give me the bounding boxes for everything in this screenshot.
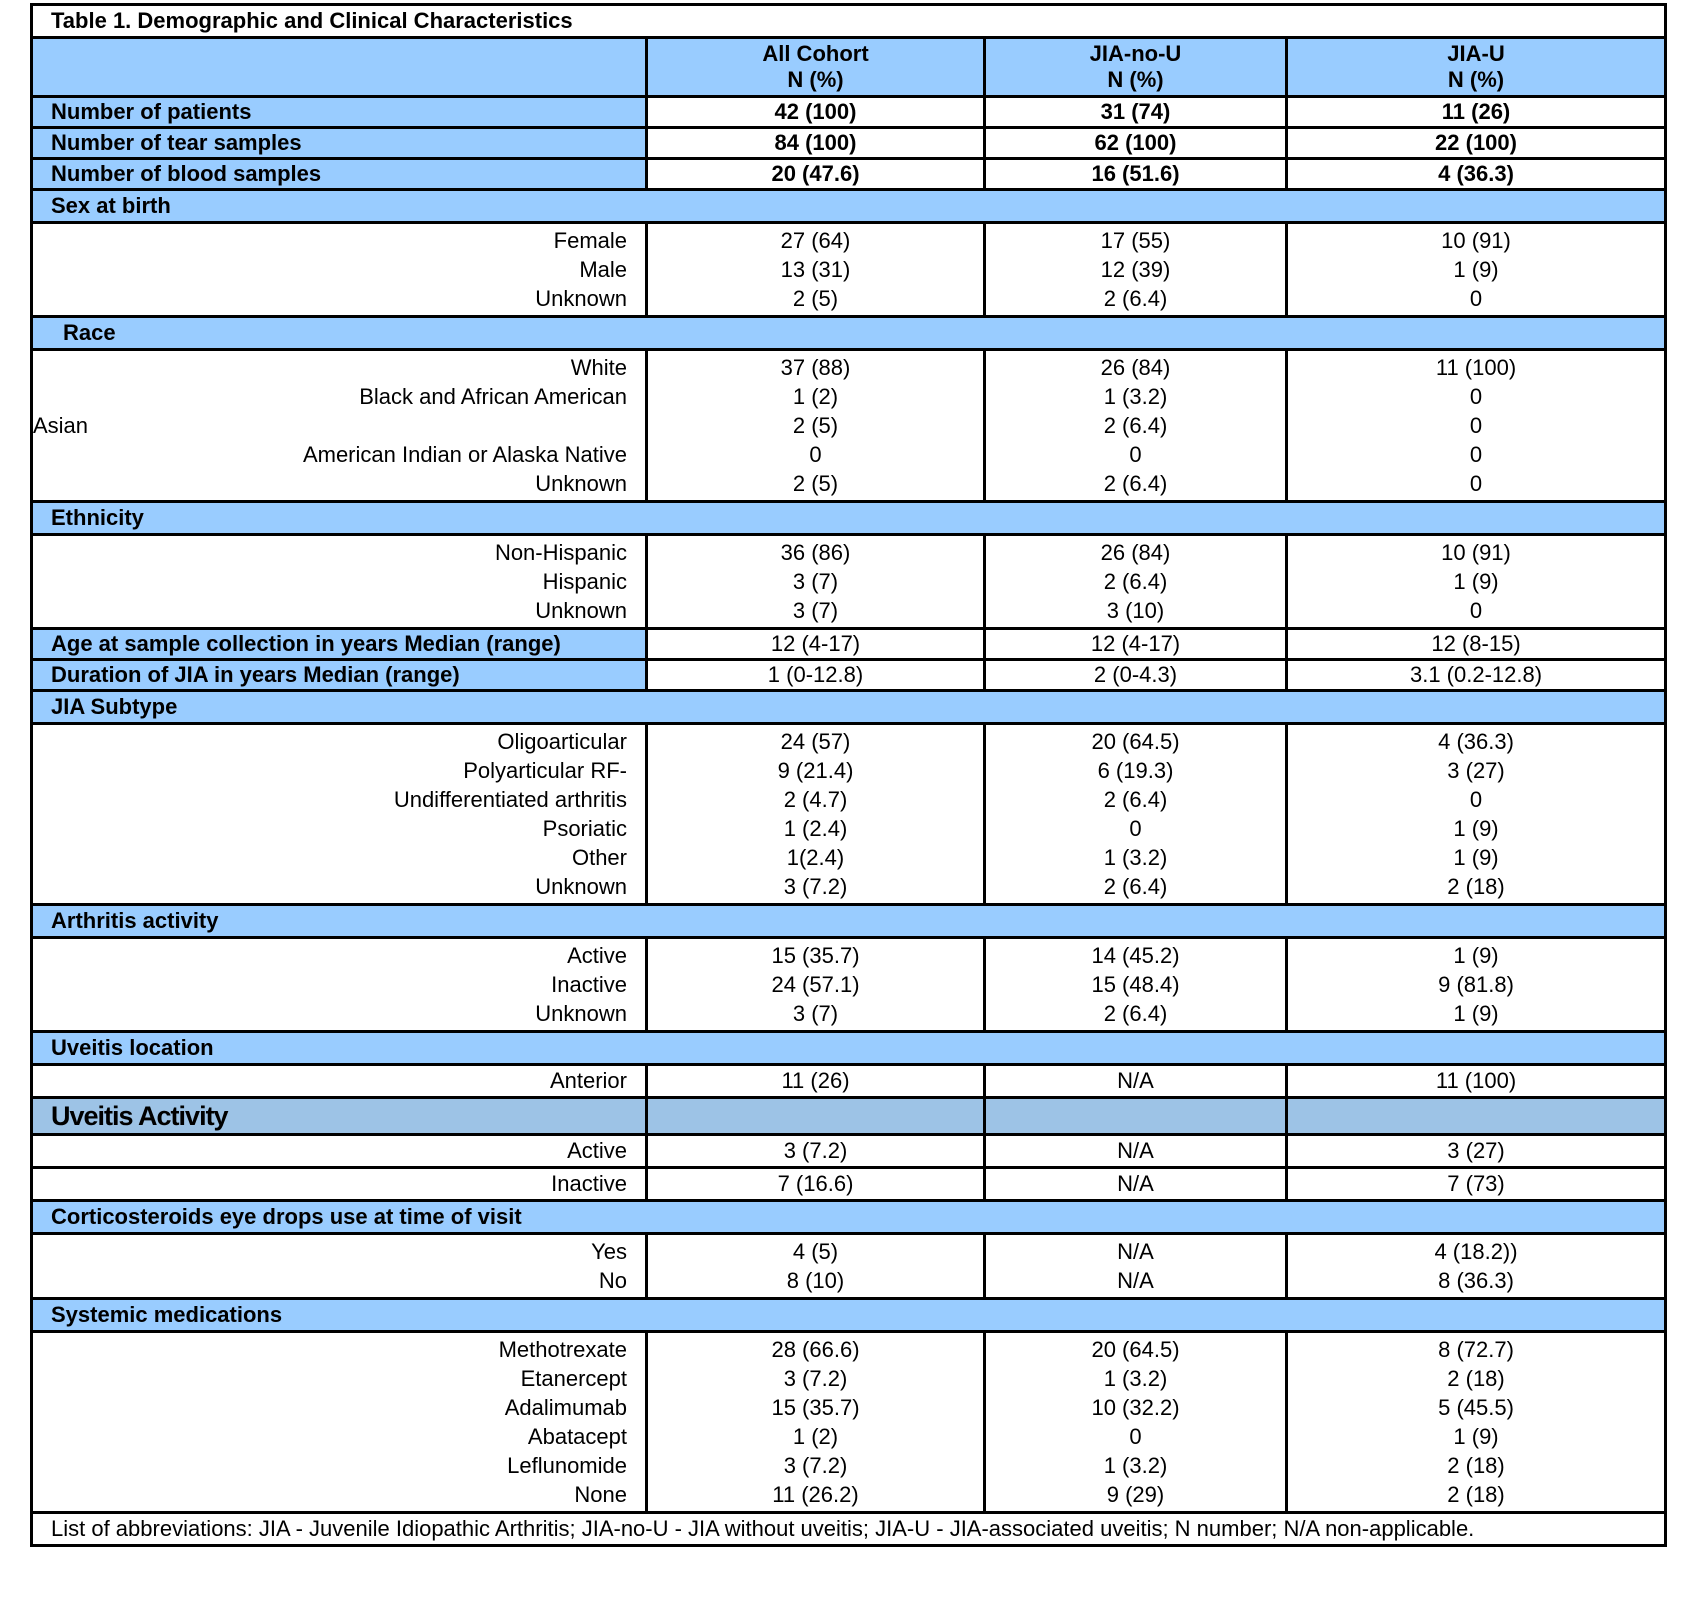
row-value: 4 (5) xyxy=(792,1239,839,1264)
row-value: 6 (19.3) xyxy=(1097,758,1174,783)
row-value: 17 (55) xyxy=(1100,228,1171,253)
column-header-row xyxy=(32,38,1666,97)
row-values-cell xyxy=(985,938,1287,1032)
row-value: 0 xyxy=(1469,471,1483,496)
arthritis-section-header xyxy=(32,905,1666,938)
header-all-cohort xyxy=(647,38,985,97)
row-value: 10 (91) xyxy=(1441,228,1511,253)
row-value: 31 (74) xyxy=(985,97,1287,128)
row-value: 1 (9) xyxy=(1453,569,1499,594)
row-label: Duration of JIA in years Median (range) xyxy=(32,660,647,691)
row-value: 15 (35.7) xyxy=(771,943,860,968)
row-value: 12 (39) xyxy=(1100,257,1171,282)
row-value: 84 (100) xyxy=(647,128,985,159)
row-labels-cell xyxy=(32,938,647,1032)
row-value: 12 (4-17) xyxy=(647,629,985,660)
row-values-cell xyxy=(647,938,985,1032)
row-value: 9 (81.8) xyxy=(1438,972,1514,997)
ethnicity-rows xyxy=(32,535,1666,629)
row-value: 0 xyxy=(1469,787,1483,812)
row-value: 0 xyxy=(809,442,822,467)
header-unit: N (%) xyxy=(1107,67,1164,92)
row-value: 10 (91) xyxy=(1441,540,1511,565)
row-value: 1 (9) xyxy=(1453,816,1499,841)
row-value: 11 (100) xyxy=(1287,1065,1666,1098)
row-label: Abatacept xyxy=(527,1424,627,1449)
patients-row xyxy=(32,97,1666,128)
row-value: 3 (7.2) xyxy=(783,1366,848,1391)
row-values-cell xyxy=(985,1332,1287,1513)
row-label: No xyxy=(598,1268,627,1293)
row-label: Asian xyxy=(33,413,89,438)
row-value: 5 (45.5) xyxy=(1438,1395,1514,1420)
row-value: 1 (2.4) xyxy=(783,816,848,841)
row-value: N/A xyxy=(1117,1268,1154,1293)
row-values-cell xyxy=(1287,938,1666,1032)
race-section-header xyxy=(32,317,1666,350)
demographics-table-document xyxy=(30,3,1664,1547)
row-value: 0 xyxy=(1129,1424,1142,1449)
row-value: N/A xyxy=(985,1135,1287,1168)
row-label: White xyxy=(570,355,627,380)
subtype-section-header xyxy=(32,691,1666,724)
header-empty-cell xyxy=(32,38,647,97)
row-values-cell xyxy=(1287,1332,1666,1513)
row-value: 9 (29) xyxy=(1106,1482,1165,1507)
row-value: 24 (57.1) xyxy=(771,972,860,997)
row-value: 2 (6.4) xyxy=(1103,569,1168,594)
row-value: 0 xyxy=(1469,286,1483,311)
row-value: 2 (18) xyxy=(1447,1366,1505,1391)
row-label: Inactive xyxy=(551,972,627,997)
row-label: Unknown xyxy=(535,471,627,496)
row-value: 3 (27) xyxy=(1447,758,1505,783)
row-value: 2 (6.4) xyxy=(1103,286,1168,311)
header-name: All Cohort xyxy=(762,41,869,66)
row-values-cell xyxy=(1287,724,1666,905)
row-labels-cell xyxy=(32,350,647,502)
row-value: 8 (72.7) xyxy=(1438,1337,1514,1362)
row-value: 13 (31) xyxy=(780,257,851,282)
row-value: 37 (88) xyxy=(780,355,851,380)
systemic-section-header xyxy=(32,1299,1666,1332)
row-value: 7 (73) xyxy=(1287,1168,1666,1201)
row-value: 1 (9) xyxy=(1453,1424,1499,1449)
steroids-section-header xyxy=(32,1201,1666,1234)
row-value: 20 (47.6) xyxy=(647,159,985,190)
section-title: Uveitis location xyxy=(32,1032,1666,1065)
uveitis-activity-row xyxy=(32,1168,1666,1201)
row-label: American Indian or Alaska Native xyxy=(302,442,627,467)
row-value: 1 (3.2) xyxy=(1103,845,1168,870)
uveitis-location-header xyxy=(32,1032,1666,1065)
empty-header-cell xyxy=(647,1098,985,1135)
row-label: Adalimumab xyxy=(504,1395,627,1420)
table-title-row xyxy=(32,5,1666,38)
row-value: 1 (2) xyxy=(792,1424,839,1449)
row-labels-cell xyxy=(32,1332,647,1513)
row-label: Anterior xyxy=(32,1065,647,1098)
section-title: Race xyxy=(32,317,1666,350)
row-value: 26 (84) xyxy=(1100,540,1171,565)
row-value: 2 (18) xyxy=(1447,1482,1505,1507)
row-values-cell xyxy=(985,1234,1287,1299)
row-value: 15 (35.7) xyxy=(771,1395,860,1420)
row-values-cell xyxy=(647,1332,985,1513)
row-value: 24 (57) xyxy=(780,729,851,754)
row-value: 22 (100) xyxy=(1287,128,1666,159)
row-value: 2 (6.4) xyxy=(1103,787,1168,812)
row-value: 2 (0-4.3) xyxy=(985,660,1287,691)
section-title: Corticosteroids eye drops use at time of visit xyxy=(32,1201,1666,1234)
ethnicity-section-header xyxy=(32,502,1666,535)
row-value: 1 (3.2) xyxy=(1103,384,1168,409)
header-jia-no-u xyxy=(985,38,1287,97)
row-labels-cell xyxy=(32,724,647,905)
row-value: N/A xyxy=(985,1168,1287,1201)
row-value: 2 (18) xyxy=(1447,1453,1505,1478)
row-values-cell xyxy=(985,535,1287,629)
row-label: Undifferentiated arthritis xyxy=(393,787,627,812)
section-title: Arthritis activity xyxy=(32,905,1666,938)
row-value: 2 (6.4) xyxy=(1103,471,1168,496)
header-unit: N (%) xyxy=(1447,67,1505,92)
row-label: Polyarticular RF- xyxy=(463,758,627,783)
row-value: 0 xyxy=(1129,442,1142,467)
row-label: Age at sample collection in years Median (range) xyxy=(32,629,647,660)
row-value: 62 (100) xyxy=(985,128,1287,159)
row-value: 1 (9) xyxy=(1453,1001,1499,1026)
row-value: 8 (10) xyxy=(786,1268,845,1293)
row-value: 26 (84) xyxy=(1100,355,1171,380)
subtype-rows xyxy=(32,724,1666,905)
row-value: 16 (51.6) xyxy=(985,159,1287,190)
row-value: 12 (4-17) xyxy=(985,629,1287,660)
row-value: 8 (36.3) xyxy=(1438,1268,1514,1293)
header-unit: N (%) xyxy=(787,67,844,92)
row-value: 3 (7.2) xyxy=(783,874,848,899)
row-value: 7 (16.6) xyxy=(647,1168,985,1201)
row-label: Number of tear samples xyxy=(32,128,647,159)
row-value: 0 xyxy=(1469,442,1483,467)
systemic-rows xyxy=(32,1332,1666,1513)
row-label: Yes xyxy=(591,1239,627,1264)
row-values-cell xyxy=(647,350,985,502)
sex-rows xyxy=(32,223,1666,317)
row-value: 0 xyxy=(1469,598,1483,623)
empty-header-cell xyxy=(985,1098,1287,1135)
demographics-table xyxy=(30,3,1667,1547)
row-label: Hispanic xyxy=(542,569,627,594)
row-value: 3 (7) xyxy=(792,569,839,594)
row-value: 0 xyxy=(1469,413,1483,438)
row-labels-cell xyxy=(32,223,647,317)
blood-samples-row xyxy=(32,159,1666,190)
row-value: 2 (18) xyxy=(1447,874,1505,899)
uveitis-activity-row xyxy=(32,1135,1666,1168)
row-label: Number of patients xyxy=(32,97,647,128)
row-value: 3.1 (0.2-12.8) xyxy=(1287,660,1666,691)
row-label: Black and African American xyxy=(359,384,627,409)
row-value: 0 xyxy=(1129,816,1142,841)
row-value: 12 (8-15) xyxy=(1287,629,1666,660)
row-label: Active xyxy=(567,943,627,968)
header-jia-u xyxy=(1287,38,1666,97)
row-value: 2 (5) xyxy=(792,471,839,496)
row-value: 2 (5) xyxy=(792,413,839,438)
row-value: 1 (0-12.8) xyxy=(647,660,985,691)
row-value: 3 (7) xyxy=(792,598,839,623)
row-values-cell xyxy=(647,724,985,905)
row-label: Unknown xyxy=(535,598,627,623)
row-label: Active xyxy=(32,1135,647,1168)
row-value: 1 (9) xyxy=(1453,257,1499,282)
row-value: 20 (64.5) xyxy=(1091,1337,1180,1362)
row-values-cell xyxy=(1287,223,1666,317)
steroids-rows xyxy=(32,1234,1666,1299)
row-label: Inactive xyxy=(32,1168,647,1201)
empty-header-cell xyxy=(1287,1098,1666,1135)
row-value: 28 (66.6) xyxy=(771,1337,860,1362)
row-value: 1 (9) xyxy=(1453,943,1499,968)
row-label: None xyxy=(574,1482,627,1507)
row-value: 11 (26.2) xyxy=(772,1482,859,1507)
row-value: 1 (3.2) xyxy=(1103,1453,1168,1478)
section-title: Uveitis Activity xyxy=(32,1098,647,1135)
row-value: 3 (7.2) xyxy=(783,1453,848,1478)
row-value: N/A xyxy=(1117,1239,1154,1264)
uveitis-location-row xyxy=(32,1065,1666,1098)
row-labels-cell xyxy=(32,535,647,629)
row-value: 3 (27) xyxy=(1287,1135,1666,1168)
row-value: 4 (36.3) xyxy=(1438,729,1514,754)
row-label: Psoriatic xyxy=(542,816,627,841)
row-value: 2 (6.4) xyxy=(1103,874,1168,899)
row-values-cell xyxy=(647,1234,985,1299)
row-value: 36 (86) xyxy=(780,540,851,565)
row-label: Non-Hispanic xyxy=(494,540,627,565)
section-title: Ethnicity xyxy=(32,502,1666,535)
tear-samples-row xyxy=(32,128,1666,159)
row-value: 14 (45.2) xyxy=(1091,943,1180,968)
section-title: Systemic medications xyxy=(32,1299,1666,1332)
duration-row xyxy=(32,660,1666,691)
row-values-cell xyxy=(647,223,985,317)
row-value: 27 (64) xyxy=(780,228,851,253)
row-value: 11 (100) xyxy=(1435,355,1517,380)
row-label: Number of blood samples xyxy=(32,159,647,190)
row-label: Unknown xyxy=(535,1001,627,1026)
row-value: 1 (2) xyxy=(792,384,839,409)
row-label: Leflunomide xyxy=(507,1453,627,1478)
row-values-cell xyxy=(985,350,1287,502)
section-title: JIA Subtype xyxy=(32,691,1666,724)
header-name: JIA-no-U xyxy=(1089,41,1182,66)
row-value: 3 (7.2) xyxy=(647,1135,985,1168)
footnote-row xyxy=(32,1513,1666,1546)
row-value: 20 (64.5) xyxy=(1091,729,1180,754)
row-values-cell xyxy=(647,535,985,629)
row-values-cell xyxy=(1287,535,1666,629)
footnote: List of abbreviations: JIA - Juvenile Idiopathic Arthritis; JIA-no-U - JIA without uveitis; JIA-U - JIA-associated uveitis; N number; N/A non-applicable. xyxy=(32,1513,1666,1546)
age-row xyxy=(32,629,1666,660)
row-labels-cell xyxy=(32,1234,647,1299)
section-title: Sex at birth xyxy=(32,190,1666,223)
row-label: Male xyxy=(579,257,627,282)
row-value: 2 (5) xyxy=(792,286,839,311)
row-value: 3 (7) xyxy=(792,1001,839,1026)
row-label: Etanercept xyxy=(520,1366,627,1391)
row-values-cell xyxy=(1287,1234,1666,1299)
row-value: N/A xyxy=(985,1065,1287,1098)
row-values-cell xyxy=(985,223,1287,317)
row-label: Methotrexate xyxy=(498,1337,627,1362)
header-name: JIA-U xyxy=(1447,41,1505,66)
row-label: Unknown xyxy=(535,874,627,899)
row-values-cell xyxy=(985,724,1287,905)
row-value: 1 (3.2) xyxy=(1103,1366,1168,1391)
arthritis-rows xyxy=(32,938,1666,1032)
row-value: 3 (10) xyxy=(1106,598,1165,623)
row-label: Other xyxy=(571,845,627,870)
race-rows xyxy=(32,350,1666,502)
row-value: 9 (21.4) xyxy=(777,758,854,783)
row-value: 10 (32.2) xyxy=(1091,1395,1180,1420)
row-value: 2 (4.7) xyxy=(783,787,848,812)
row-value: 2 (6.4) xyxy=(1103,413,1168,438)
row-value: 1 (9) xyxy=(1453,845,1499,870)
row-value: 4 (36.3) xyxy=(1287,159,1666,190)
row-value: 11 (26) xyxy=(647,1065,985,1098)
row-value: 42 (100) xyxy=(647,97,985,128)
uveitis-activity-header xyxy=(32,1098,1666,1135)
row-value: 4 (18.2)) xyxy=(1434,1239,1518,1264)
row-value: 2 (6.4) xyxy=(1103,1001,1168,1026)
row-value: 0 xyxy=(1469,384,1483,409)
row-value: 1(2.4) xyxy=(786,845,845,870)
row-label: Oligoarticular xyxy=(497,729,627,754)
row-value: 11 (26) xyxy=(1287,97,1666,128)
sex-section-header xyxy=(32,190,1666,223)
table-title: Table 1. Demographic and Clinical Characteristics xyxy=(32,5,1666,38)
row-label: Unknown xyxy=(535,286,627,311)
row-value: 15 (48.4) xyxy=(1091,972,1180,997)
row-values-cell xyxy=(1287,350,1666,502)
row-label: Female xyxy=(553,228,627,253)
